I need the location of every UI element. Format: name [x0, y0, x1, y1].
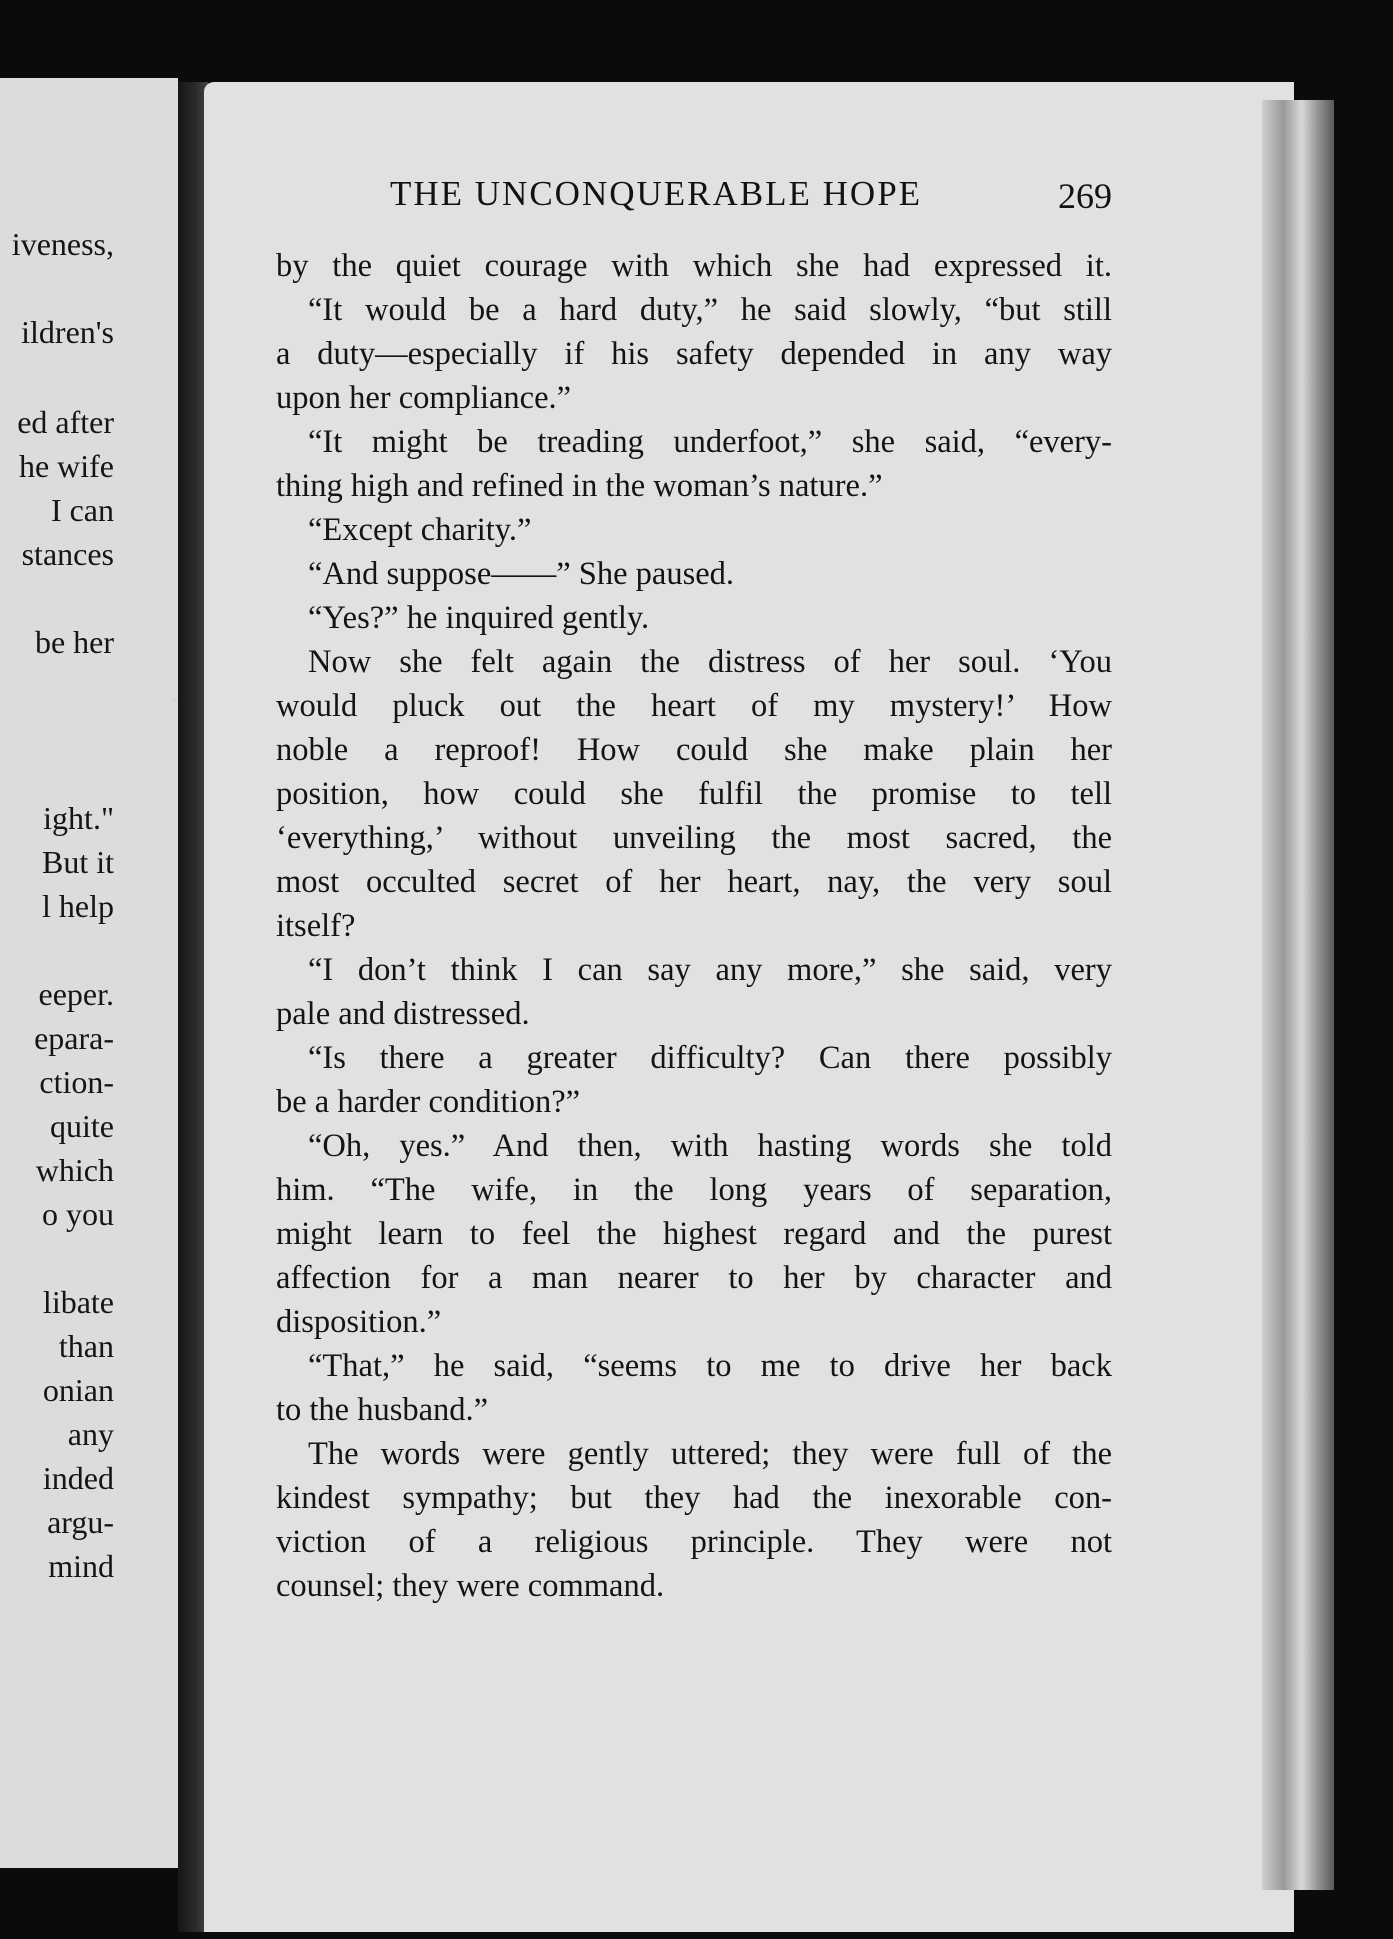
text-line: be a harder condition?”	[276, 1084, 581, 1120]
left-page-line: mind	[48, 1548, 114, 1584]
left-page	[0, 78, 178, 1868]
page-speck	[172, 698, 177, 703]
text-line: viction of a religious principle. They were not	[276, 1524, 1112, 1560]
text-line: The words were gently uttered; they were full of the	[308, 1436, 1112, 1472]
text-line: affection for a man nearer to her by character and	[276, 1260, 1112, 1296]
text-line: counsel; they were command.	[276, 1568, 665, 1604]
text-line: to the husband.”	[276, 1392, 489, 1428]
text-line: thing high and refined in the woman’s nature.”	[276, 468, 883, 504]
page-number: 269	[1058, 176, 1112, 216]
left-page-line: any	[67, 1416, 114, 1452]
text-line: position, how could she fulfil the promise to tell	[276, 776, 1112, 812]
text-line: upon her compliance.”	[276, 380, 572, 416]
text-line: kindest sympathy; but they had the inexorable con-	[276, 1480, 1112, 1516]
text-line: “Oh, yes.” And then, with hasting words she told	[308, 1128, 1112, 1164]
left-page-line: But it	[41, 844, 114, 880]
left-page-line: onian	[42, 1372, 114, 1408]
text-line: “And suppose——” She paused.	[308, 556, 735, 592]
left-page-line: argu-	[47, 1504, 114, 1540]
text-line: noble a reproof! How could she make plain her	[276, 732, 1112, 768]
text-line: most occulted secret of her heart, nay, the very soul	[276, 864, 1112, 900]
text-line: itself?	[276, 908, 356, 944]
left-page-line: ight."	[43, 800, 114, 836]
left-page-line: be her	[34, 624, 114, 660]
left-page-line: ildren's	[21, 314, 114, 350]
left-page-line: ction-	[39, 1064, 114, 1100]
left-page-line: stances	[21, 536, 114, 572]
text-line: “Yes?” he inquired gently.	[308, 600, 650, 636]
text-line: Now she felt again the distress of her soul. ‘You	[308, 644, 1112, 680]
left-page-line: I can	[50, 492, 114, 528]
left-page-line: which	[35, 1152, 114, 1188]
left-page-line: eeper.	[38, 976, 114, 1012]
text-line: “It would be a hard duty,” he said slowly, “but still	[308, 292, 1112, 328]
text-line: by the quiet courage with which she had expressed it.	[276, 248, 1112, 284]
text-line: disposition.”	[276, 1304, 442, 1340]
text-line: “That,” he said, “seems to me to drive her back	[308, 1348, 1112, 1384]
left-page-line: iveness,	[11, 226, 114, 262]
left-page-line: libate	[42, 1284, 114, 1320]
text-line: ‘everything,’ without unveiling the most sacred, the	[276, 820, 1112, 856]
text-line: would pluck out the heart of my mystery!’ How	[276, 688, 1112, 724]
left-page-line: ed after	[17, 404, 114, 440]
left-page-line: o you	[42, 1196, 114, 1232]
page-edge	[1262, 100, 1334, 1890]
text-line: “I don’t think I can say any more,” she said, very	[308, 952, 1112, 988]
text-line: “Is there a greater difficulty? Can there possibly	[308, 1040, 1112, 1076]
text-line: him. “The wife, in the long years of separation,	[276, 1172, 1112, 1208]
text-line: “It might be treading underfoot,” she said, “every-	[308, 424, 1112, 460]
left-page-line: l help	[42, 888, 114, 924]
left-page-line: quite	[50, 1108, 114, 1144]
left-page-line: he wife	[18, 448, 114, 484]
text-line: a duty—especially if his safety depended in any way	[276, 336, 1112, 372]
left-page-line: epara-	[34, 1020, 114, 1056]
left-page-line: than	[58, 1328, 114, 1364]
text-line: pale and distressed.	[276, 996, 530, 1032]
running-head: THE UNCONQUERABLE HOPE	[390, 174, 923, 213]
text-line: “Except charity.”	[308, 512, 532, 548]
text-line: might learn to feel the highest regard and the purest	[276, 1216, 1112, 1252]
left-page-line: inded	[42, 1460, 114, 1496]
